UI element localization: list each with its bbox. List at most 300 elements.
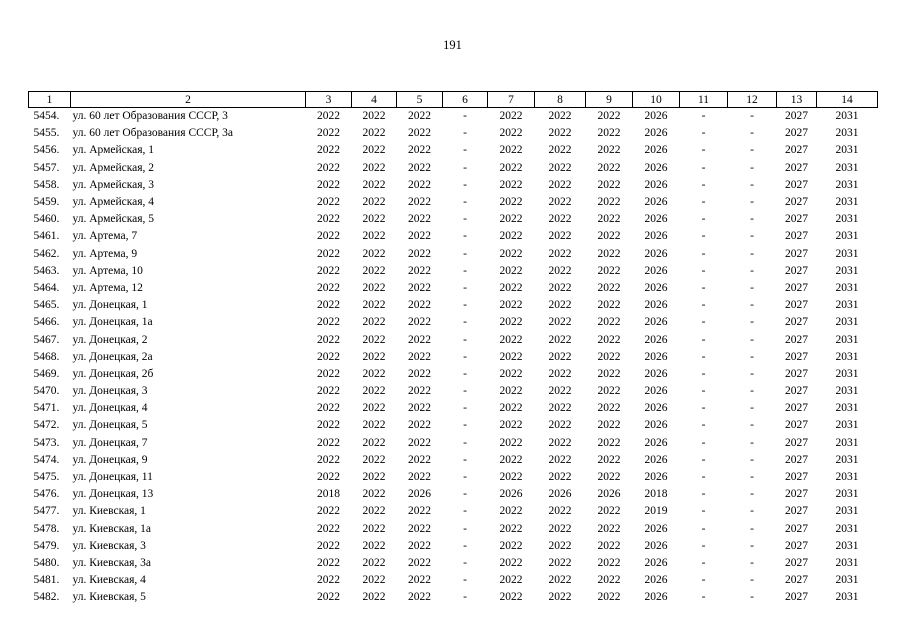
- value-cell: 2022: [408, 453, 431, 466]
- value-cell: 2022: [597, 333, 621, 346]
- value-cell: 2022: [499, 299, 523, 312]
- value-cell: 2026: [644, 299, 668, 312]
- value-cell: 2026: [644, 591, 668, 604]
- value-cell: 2022: [362, 539, 386, 552]
- value-cell: 2022: [499, 213, 523, 226]
- value-cell: 2026: [644, 196, 668, 209]
- value-cell: -: [701, 110, 706, 123]
- value-cell: 2022: [499, 178, 523, 191]
- value-cell: 2022: [317, 505, 340, 518]
- table-row: [29, 469, 878, 486]
- value-cell: -: [463, 385, 467, 398]
- value-cell: -: [750, 436, 754, 449]
- value-cell: 2022: [597, 539, 621, 552]
- value-cell: -: [463, 522, 467, 535]
- value-cell: -: [701, 316, 706, 329]
- column-header: 14: [817, 92, 878, 108]
- value-cell: -: [463, 247, 467, 260]
- value-cell: 2022: [408, 419, 431, 432]
- value-cell: -: [750, 161, 754, 174]
- column-header: 12: [728, 92, 777, 108]
- value-cell: 2022: [408, 367, 431, 380]
- row-number: 5472.: [33, 419, 60, 432]
- value-cell: 2022: [362, 350, 386, 363]
- address-cell: ул. Киевская, 3: [72, 539, 146, 552]
- value-cell: -: [750, 453, 754, 466]
- value-cell: 2022: [597, 316, 621, 329]
- value-cell: 2022: [362, 367, 386, 380]
- value-cell: 2026: [644, 574, 668, 587]
- value-cell: -: [750, 522, 754, 535]
- value-cell: 2022: [499, 333, 523, 346]
- value-cell: 2022: [597, 419, 621, 432]
- row-number: 5477.: [33, 505, 60, 518]
- value-cell: 2031: [835, 436, 859, 449]
- value-cell: -: [750, 385, 754, 398]
- value-cell: 2022: [362, 488, 386, 501]
- value-cell: 2022: [362, 591, 386, 604]
- value-cell: 2027: [785, 436, 808, 449]
- value-cell: 2022: [317, 574, 340, 587]
- value-cell: 2026: [644, 316, 668, 329]
- value-cell: 2031: [835, 402, 859, 415]
- value-cell: 2031: [835, 574, 859, 587]
- row-number: 5476.: [33, 488, 60, 501]
- value-cell: 2022: [408, 299, 431, 312]
- value-cell: 2022: [317, 144, 340, 157]
- address-cell: ул. Киевская, 5: [72, 591, 146, 604]
- address-cell: ул. Артема, 7: [72, 230, 138, 243]
- value-cell: 2022: [408, 213, 431, 226]
- value-cell: -: [701, 436, 706, 449]
- table-row: [29, 486, 878, 503]
- column-header: 3: [306, 92, 352, 108]
- value-cell: 2031: [835, 230, 859, 243]
- value-cell: 2026: [644, 178, 668, 191]
- value-cell: -: [701, 178, 706, 191]
- value-cell: 2022: [408, 281, 431, 294]
- value-cell: 2022: [499, 350, 523, 363]
- value-cell: 2022: [499, 196, 523, 209]
- value-cell: -: [701, 453, 706, 466]
- value-cell: -: [463, 299, 467, 312]
- value-cell: 2022: [597, 350, 621, 363]
- address-cell: ул. Армейская, 1: [72, 144, 155, 157]
- value-cell: 2022: [408, 264, 431, 277]
- value-cell: 2027: [785, 247, 808, 260]
- value-cell: 2022: [362, 333, 386, 346]
- value-cell: 2022: [597, 385, 621, 398]
- column-header: 5: [397, 92, 443, 108]
- value-cell: -: [701, 350, 706, 363]
- address-cell: ул. 60 лет Образования СССР, 3: [72, 110, 228, 123]
- value-cell: 2022: [499, 522, 523, 535]
- value-cell: 2022: [362, 556, 386, 569]
- address-cell: ул. Артема, 10: [72, 264, 143, 277]
- value-cell: -: [750, 264, 754, 277]
- value-cell: -: [701, 161, 706, 174]
- value-cell: 2022: [597, 264, 621, 277]
- value-cell: 2022: [317, 419, 340, 432]
- row-number: 5463.: [33, 264, 60, 277]
- table-row: [29, 108, 878, 126]
- value-cell: 2022: [317, 316, 340, 329]
- table-row: [29, 246, 878, 263]
- value-cell: 2022: [499, 556, 523, 569]
- table-row: [29, 280, 878, 297]
- value-cell: 2022: [597, 402, 621, 415]
- value-cell: 2026: [644, 419, 668, 432]
- value-cell: -: [750, 196, 754, 209]
- value-cell: 2026: [644, 110, 668, 123]
- value-cell: 2022: [408, 574, 431, 587]
- value-cell: 2022: [362, 213, 386, 226]
- value-cell: 2022: [597, 178, 621, 191]
- address-cell: ул. Донецкая, 9: [72, 453, 148, 466]
- address-cell: ул. Донецкая, 1: [72, 299, 148, 312]
- value-cell: 2026: [644, 436, 668, 449]
- row-number: 5480.: [33, 556, 60, 569]
- value-cell: 2027: [785, 196, 808, 209]
- value-cell: 2022: [408, 505, 431, 518]
- value-cell: -: [463, 110, 467, 123]
- value-cell: 2026: [597, 488, 621, 501]
- value-cell: -: [750, 110, 754, 123]
- value-cell: 2026: [644, 453, 668, 466]
- address-cell: ул. Артема, 9: [72, 247, 138, 260]
- value-cell: -: [701, 333, 706, 346]
- value-cell: 2022: [548, 436, 572, 449]
- value-cell: 2027: [785, 127, 808, 140]
- value-cell: -: [463, 316, 467, 329]
- value-cell: 2022: [317, 556, 340, 569]
- value-cell: 2022: [317, 110, 340, 123]
- value-cell: 2022: [548, 247, 572, 260]
- value-cell: -: [750, 316, 754, 329]
- value-cell: 2022: [548, 419, 572, 432]
- value-cell: 2022: [548, 539, 572, 552]
- value-cell: 2022: [317, 161, 340, 174]
- value-cell: 2022: [548, 196, 572, 209]
- value-cell: 2022: [317, 333, 340, 346]
- value-cell: 2022: [597, 574, 621, 587]
- value-cell: 2022: [317, 281, 340, 294]
- address-cell: ул. Донецкая, 2: [72, 333, 148, 346]
- value-cell: 2022: [408, 436, 431, 449]
- table-row: [29, 194, 878, 211]
- value-cell: 2027: [785, 453, 808, 466]
- value-cell: 2026: [644, 471, 668, 484]
- value-cell: 2022: [548, 522, 572, 535]
- value-cell: 2022: [548, 385, 572, 398]
- value-cell: 2018: [317, 488, 340, 501]
- value-cell: -: [463, 453, 467, 466]
- value-cell: 2031: [835, 110, 859, 123]
- value-cell: 2022: [499, 419, 523, 432]
- table-row: [29, 263, 878, 280]
- value-cell: 2026: [644, 333, 668, 346]
- value-cell: 2022: [499, 230, 523, 243]
- table-row: [29, 572, 878, 589]
- value-cell: 2022: [317, 402, 340, 415]
- value-cell: -: [750, 281, 754, 294]
- row-number: 5467.: [33, 333, 60, 346]
- table-row: [29, 297, 878, 314]
- column-number-row: [29, 92, 878, 108]
- row-number: 5481.: [33, 574, 60, 587]
- address-cell: ул. Донецкая, 4: [72, 402, 148, 415]
- column-header: 11: [680, 92, 728, 108]
- value-cell: 2022: [362, 316, 386, 329]
- value-cell: 2031: [835, 522, 859, 535]
- column-header: 6: [443, 92, 488, 108]
- value-cell: -: [463, 367, 467, 380]
- value-cell: -: [701, 402, 706, 415]
- value-cell: -: [463, 333, 467, 346]
- value-cell: 2026: [644, 350, 668, 363]
- value-cell: 2022: [317, 178, 340, 191]
- value-cell: 2022: [362, 281, 386, 294]
- value-cell: -: [750, 333, 754, 346]
- value-cell: 2022: [408, 556, 431, 569]
- table-row: [29, 125, 878, 142]
- value-cell: 2022: [597, 144, 621, 157]
- value-cell: 2022: [597, 591, 621, 604]
- value-cell: 2022: [548, 213, 572, 226]
- value-cell: -: [701, 247, 706, 260]
- value-cell: 2022: [548, 178, 572, 191]
- value-cell: -: [750, 247, 754, 260]
- table-row: [29, 435, 878, 452]
- value-cell: 2027: [785, 110, 808, 123]
- row-number: 5469.: [33, 367, 60, 380]
- value-cell: 2022: [597, 196, 621, 209]
- value-cell: 2026: [644, 556, 668, 569]
- value-cell: -: [750, 213, 754, 226]
- row-number: 5468.: [33, 350, 60, 363]
- value-cell: 2031: [835, 161, 859, 174]
- address-cell: ул. Киевская, 1: [72, 505, 146, 518]
- value-cell: 2022: [499, 539, 523, 552]
- value-cell: 2022: [317, 471, 340, 484]
- value-cell: 2022: [548, 161, 572, 174]
- address-cell: ул. Донецкая, 13: [72, 488, 154, 501]
- value-cell: -: [463, 144, 467, 157]
- value-cell: 2026: [644, 367, 668, 380]
- value-cell: 2031: [835, 453, 859, 466]
- value-cell: 2022: [548, 110, 572, 123]
- value-cell: -: [701, 196, 706, 209]
- value-cell: 2031: [835, 556, 859, 569]
- value-cell: 2027: [785, 402, 808, 415]
- value-cell: 2022: [408, 471, 431, 484]
- row-number: 5454.: [33, 110, 60, 123]
- row-number: 5465.: [33, 299, 60, 312]
- value-cell: -: [701, 574, 706, 587]
- row-number: 5459.: [33, 196, 60, 209]
- value-cell: 2026: [644, 213, 668, 226]
- row-number: 5474.: [33, 453, 60, 466]
- value-cell: 2022: [597, 230, 621, 243]
- value-cell: 2026: [499, 488, 523, 501]
- value-cell: 2022: [317, 385, 340, 398]
- row-number: 5475.: [33, 471, 60, 484]
- value-cell: 2022: [362, 161, 386, 174]
- value-cell: 2022: [548, 127, 572, 140]
- address-cell: ул. Армейская, 3: [72, 178, 155, 191]
- value-cell: -: [463, 488, 467, 501]
- value-cell: 2022: [499, 264, 523, 277]
- address-cell: ул. Донецкая, 5: [72, 419, 148, 432]
- value-cell: -: [750, 419, 754, 432]
- value-cell: 2022: [548, 333, 572, 346]
- value-cell: 2031: [835, 385, 859, 398]
- value-cell: 2026: [548, 488, 572, 501]
- value-cell: 2022: [548, 316, 572, 329]
- table-row: [29, 538, 878, 555]
- value-cell: 2022: [597, 110, 621, 123]
- table-row: [29, 503, 878, 520]
- value-cell: -: [463, 264, 467, 277]
- page-number: 191: [443, 38, 462, 52]
- table-row: [29, 383, 878, 400]
- value-cell: -: [701, 281, 706, 294]
- value-cell: 2022: [499, 402, 523, 415]
- row-number: 5478.: [33, 522, 60, 535]
- value-cell: -: [750, 178, 754, 191]
- value-cell: 2027: [785, 350, 808, 363]
- value-cell: 2031: [835, 247, 859, 260]
- table-row: [29, 142, 878, 159]
- value-cell: 2031: [835, 539, 859, 552]
- value-cell: -: [750, 488, 754, 501]
- value-cell: 2022: [408, 196, 431, 209]
- value-cell: 2022: [597, 556, 621, 569]
- value-cell: 2022: [597, 522, 621, 535]
- value-cell: 2022: [317, 522, 340, 535]
- address-cell: ул. Донецкая, 1а: [72, 316, 153, 329]
- address-cell: ул. Армейская, 2: [72, 161, 155, 174]
- value-cell: 2022: [499, 161, 523, 174]
- value-cell: 2022: [499, 453, 523, 466]
- value-cell: -: [701, 264, 706, 277]
- value-cell: -: [750, 539, 754, 552]
- value-cell: 2022: [548, 402, 572, 415]
- value-cell: 2022: [317, 367, 340, 380]
- value-cell: -: [463, 505, 467, 518]
- value-cell: -: [750, 367, 754, 380]
- value-cell: 2022: [362, 144, 386, 157]
- value-cell: 2026: [644, 385, 668, 398]
- value-cell: 2027: [785, 539, 808, 552]
- value-cell: 2022: [317, 350, 340, 363]
- value-cell: 2022: [317, 247, 340, 260]
- value-cell: 2022: [499, 471, 523, 484]
- value-cell: 2027: [785, 161, 808, 174]
- value-cell: 2022: [408, 402, 431, 415]
- value-cell: 2026: [644, 247, 668, 260]
- value-cell: 2031: [835, 591, 859, 604]
- value-cell: 2031: [835, 213, 859, 226]
- value-cell: -: [463, 350, 467, 363]
- table-row: [29, 160, 878, 177]
- column-header: 8: [535, 92, 586, 108]
- value-cell: -: [750, 574, 754, 587]
- value-cell: 2022: [548, 471, 572, 484]
- value-cell: 2027: [785, 556, 808, 569]
- table-row: [29, 366, 878, 383]
- value-cell: 2027: [785, 591, 808, 604]
- table-row: [29, 589, 878, 606]
- value-cell: -: [750, 230, 754, 243]
- address-cell: ул. Артема, 12: [72, 281, 143, 294]
- value-cell: 2027: [785, 144, 808, 157]
- value-cell: 2022: [408, 316, 431, 329]
- value-cell: 2022: [499, 505, 523, 518]
- column-header: 10: [633, 92, 680, 108]
- value-cell: 2022: [499, 591, 523, 604]
- value-cell: -: [750, 402, 754, 415]
- column-header: 7: [488, 92, 535, 108]
- value-cell: 2022: [408, 350, 431, 363]
- value-cell: 2027: [785, 505, 808, 518]
- value-cell: -: [463, 178, 467, 191]
- table-row: [29, 400, 878, 417]
- value-cell: 2022: [408, 385, 431, 398]
- value-cell: 2027: [785, 471, 808, 484]
- address-cell: ул. Киевская, 1а: [72, 522, 152, 535]
- table-row: [29, 177, 878, 194]
- value-cell: 2026: [644, 230, 668, 243]
- column-header: 2: [71, 92, 306, 108]
- value-cell: 2031: [835, 299, 859, 312]
- address-cell: ул. Армейская, 4: [72, 196, 155, 209]
- value-cell: 2022: [362, 522, 386, 535]
- value-cell: 2019: [644, 505, 668, 518]
- value-cell: 2031: [835, 350, 859, 363]
- value-cell: 2022: [597, 453, 621, 466]
- value-cell: -: [463, 471, 467, 484]
- address-cell: ул. Армейская, 5: [72, 213, 155, 226]
- value-cell: 2027: [785, 522, 808, 535]
- value-cell: -: [463, 556, 467, 569]
- value-cell: 2027: [785, 213, 808, 226]
- address-cell: ул. 60 лет Образования СССР, 3а: [72, 127, 234, 140]
- row-number: 5456.: [33, 144, 60, 157]
- table-body: [29, 108, 878, 607]
- value-cell: -: [463, 574, 467, 587]
- value-cell: -: [701, 522, 706, 535]
- value-cell: -: [701, 385, 706, 398]
- value-cell: 2022: [362, 299, 386, 312]
- address-cell: ул. Донецкая, 7: [72, 436, 148, 449]
- table-row: [29, 349, 878, 366]
- value-cell: -: [701, 471, 706, 484]
- value-cell: -: [463, 402, 467, 415]
- value-cell: 2022: [362, 436, 386, 449]
- value-cell: 2022: [408, 247, 431, 260]
- value-cell: 2022: [362, 247, 386, 260]
- value-cell: -: [701, 367, 706, 380]
- value-cell: 2022: [499, 281, 523, 294]
- value-cell: 2022: [597, 505, 621, 518]
- row-number: 5460.: [33, 213, 60, 226]
- value-cell: 2027: [785, 419, 808, 432]
- value-cell: 2022: [408, 127, 431, 140]
- value-cell: 2026: [644, 264, 668, 277]
- value-cell: 2022: [317, 539, 340, 552]
- value-cell: 2022: [362, 127, 386, 140]
